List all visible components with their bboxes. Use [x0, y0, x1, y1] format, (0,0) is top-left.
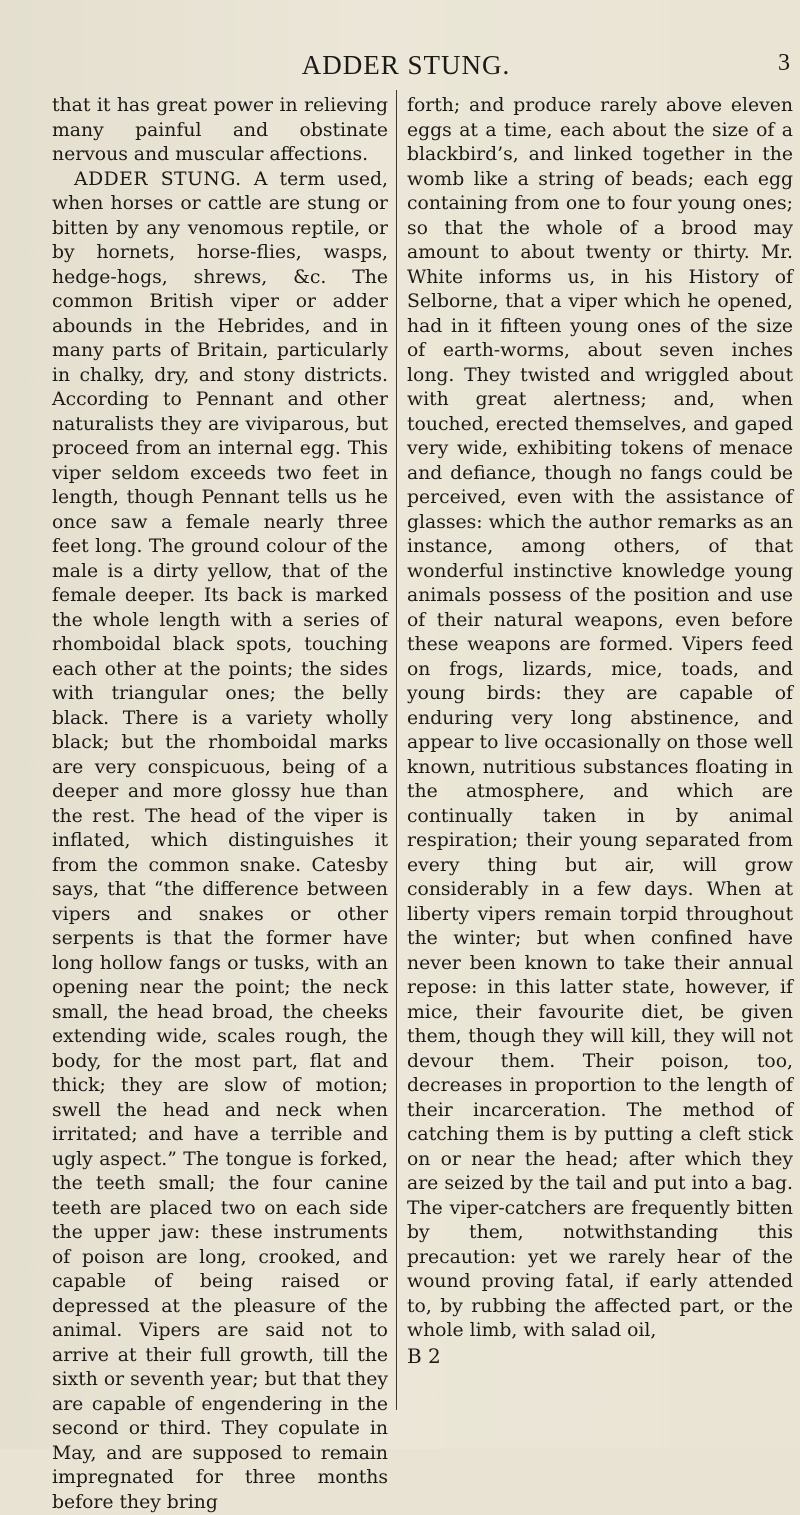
column-divider: [396, 90, 397, 1410]
signature-mark: B 2: [407, 1344, 793, 1369]
left-column: [52, 94, 388, 1515]
paragraph-right: forth; and produce rarely above eleven eggs at a time, each about the size of a blackbird’s, and linked together in the womb like a string of beads; each egg containing from one to four young ones; so that the whole of a brood may amount to about twenty or thirty. Mr. White informs us, in his History of Selborne, that a viper which he opened, had in it fifteen young ones of the size of earth-worms, about seven inches long. They twisted and wriggled about with great alertness; and, when touched, erected themselves, and gaped very wide, exhibiting tokens of menace and defiance, though no fangs could be perceived, even with the assistance of glasses: which the author remarks as an instance, among others, of that wonderful instinctive knowledge young animals possess of the position and use of their natural weapons, even before these weapons are formed. Vipers feed on frogs, lizards, mice, toads, and young birds: they are capable of enduring very long abstinence, and appear to live occasionally on those well known, nutritious substances floating in the atmosphere, and which are continually taken in by animal respiration; their young separated from every thing but air, will grow considerably in a few days. When at liberty vipers remain torpid throughout the winter; but when confined have never been known to take their annual repose: in this latter state, however, if mice, their favourite diet, be given them, though they will kill, they will not devour them. Their poison, too, decreases in proportion to the length of their incarceration. The method of catching them is by putting a cleft stick on or near the head; after which they are seized by the tail and put into a bag. The viper-catchers are frequently bitten by them, notwithstanding this precaution: yet we rarely hear of the wound proving fatal, if early attended to, by rubbing the affected part, or the whole limb, with salad oil,: [407, 94, 793, 1344]
right-column: [407, 94, 793, 1368]
entry-adder-stung: [52, 168, 388, 1515]
paragraph-continued: that it has great power in relieving many painful and obstinate nervous and muscular affections.: [52, 94, 388, 168]
page-header: [0, 50, 800, 90]
page-number: 3: [760, 50, 790, 77]
running-head: ADDER STUNG.: [256, 50, 556, 81]
entry-body: A term used, when horses or cattle are stung or bitten by any venomous reptile, or by hornets, horse-flies, wasps, hedge-hogs, shrews, &c. The common British viper or adder abounds in the Hebrides, and in many parts of Britain, particularly in chalky, dry, and stony districts. According to Pennant and other naturalists they are viviparous, but proceed from an internal egg. This viper seldom exceeds two feet in length, though Pennant tells us he once saw a female nearly three feet long. The ground colour of the male is a dirty yellow, that of the female deeper. Its back is marked the whole length with a series of rhomboidal black spots, touching each other at the points; the sides with triangular ones; the belly black. There is a variety wholly black; but the rhomboidal marks are very conspicuous, being of a deeper and more glossy hue than the rest. The head of the viper is inflated, which distinguishes it from the common snake. Catesby says, that “the difference between vipers and snakes or other serpents is that the former have long hollow fangs or tusks, with an opening near the point; the neck small, the head broad, the cheeks extending wide, scales rough, the body, for the most part, flat and thick; they are slow of motion; swell the head and neck when irritated; and have a terrible and ugly aspect.” The tongue is forked, the teeth small; the four canine teeth are placed two on each side the upper jaw: these instruments of poison are long, crooked, and capable of being raised or depressed at the pleasure of the animal. Vipers are said not to arrive at their full growth, till the sixth or seventh year; but that they are capable of engendering in the second or third. They copulate in May, and are supposed to remain impregnated for three months before they bring: [52, 169, 388, 1513]
entry-heading: ADDER STUNG.: [74, 169, 242, 190]
